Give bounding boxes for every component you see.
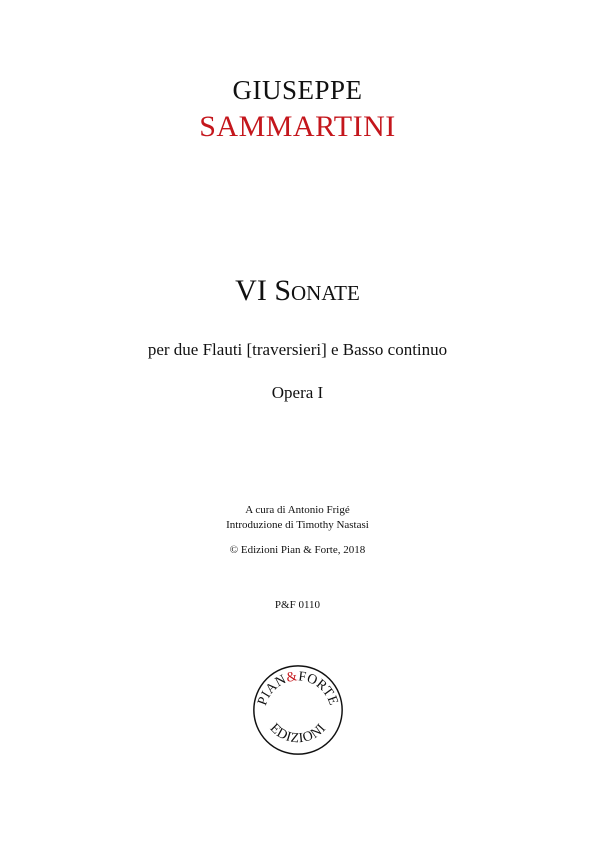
opus-number: Opera I: [271, 383, 324, 402]
introduction-credit: Introduzione di Timothy Nastasi: [226, 519, 369, 531]
composer-last-name: SAMMARTINI: [199, 110, 396, 143]
publisher-logo-icon: [252, 664, 344, 756]
composer-first-name: GIUSEPPE: [232, 75, 363, 105]
work-title-prefix: VI: [235, 274, 267, 307]
work-subtitle: per due Flauti [traversieri] e Basso continuo: [147, 340, 448, 359]
logo-text-top: PIAN&FORTE: [254, 668, 342, 708]
catalog-number: P&F 0110: [274, 599, 321, 611]
work-title: [0, 273, 595, 309]
copyright-notice: © Edizioni Pian & Forte, 2018: [229, 544, 366, 556]
work-title-word: Sonate: [274, 274, 360, 307]
editor-credit: A cura di Antonio Frigé: [245, 504, 350, 516]
logo-text-bottom: EDIZIONI: [267, 720, 329, 746]
